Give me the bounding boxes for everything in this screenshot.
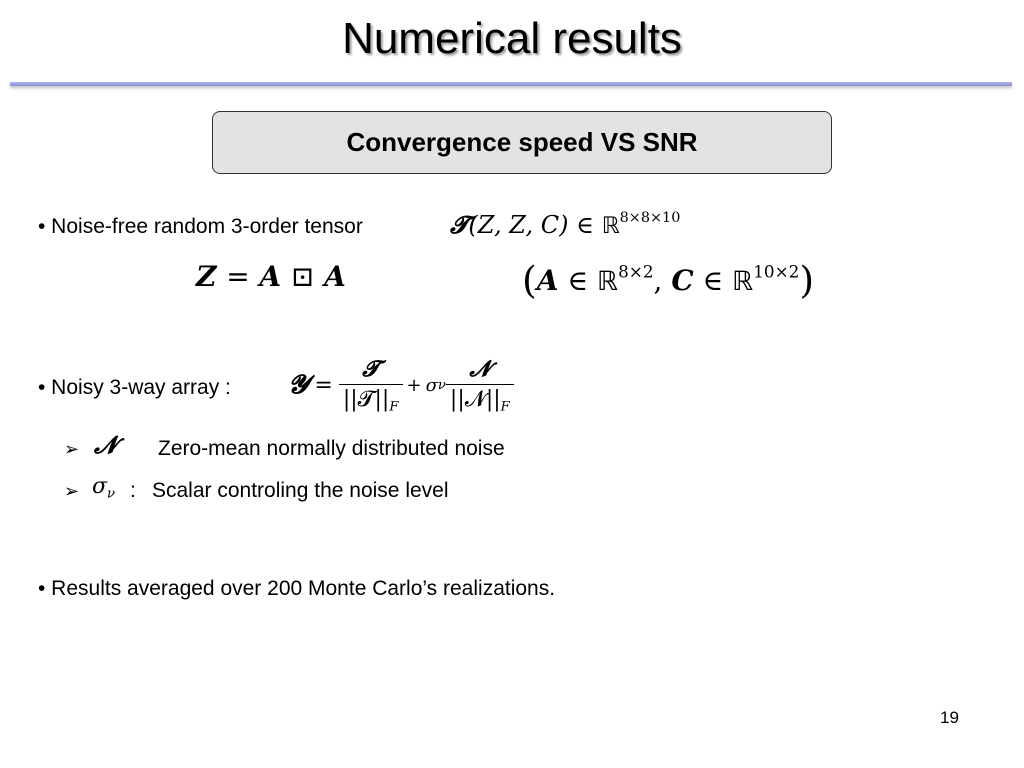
normalized-noise-fraction: $\frac{\text{𝓝}}{||𝓝||_F}$ [446, 356, 514, 415]
page-number: 19 [940, 708, 959, 727]
bullet-noise-free: • Noise-free random 3-order tensor [38, 215, 363, 238]
bullet-monte-carlo: • Results averaged over 200 Monte Carlo’s realizations. [38, 577, 556, 600]
section-banner-label: Convergence speed VS SNR [346, 127, 698, 157]
title-underline [10, 82, 1012, 86]
factor-dimensions-formula: (A ∈ ℝ$^{8\times 2}$, C ∈ ℝ$^{10\times 2}$) [522, 258, 815, 302]
khatri-rao-formula: Z = A ⊡ A [196, 260, 346, 293]
sigma-colon: : [130, 479, 136, 502]
noise-description: Zero-mean normally distributed noise [158, 437, 505, 460]
bullet-noisy-array: • Noisy 3-way array : [38, 376, 231, 399]
sigma-description: Scalar controling the noise level [152, 479, 449, 502]
arrow-bullet-icon: ➢ [64, 439, 80, 459]
arrow-bullet-icon: ➢ [64, 481, 80, 501]
section-banner [212, 111, 832, 174]
noise-symbol: 𝓝 [94, 430, 117, 459]
sigma-symbol: $\sigma_\nu$ [92, 474, 116, 502]
slide-title: Numerical results [342, 14, 682, 63]
tensor-definition-formula: 𝓣(Z, Z, C) ∈ ℝ$^{8\times 8\times 10}$ [450, 210, 681, 239]
noisy-array-formula: 𝓨 = $\frac{\text{𝓣}}{||𝓣||_F}$ + σ ν $\frac{\text{𝓝}}{||𝓝||_F}$ [288, 356, 514, 415]
normalized-tensor-fraction: $\frac{\text{𝓣}}{||𝓣||_F}$ [339, 356, 403, 415]
